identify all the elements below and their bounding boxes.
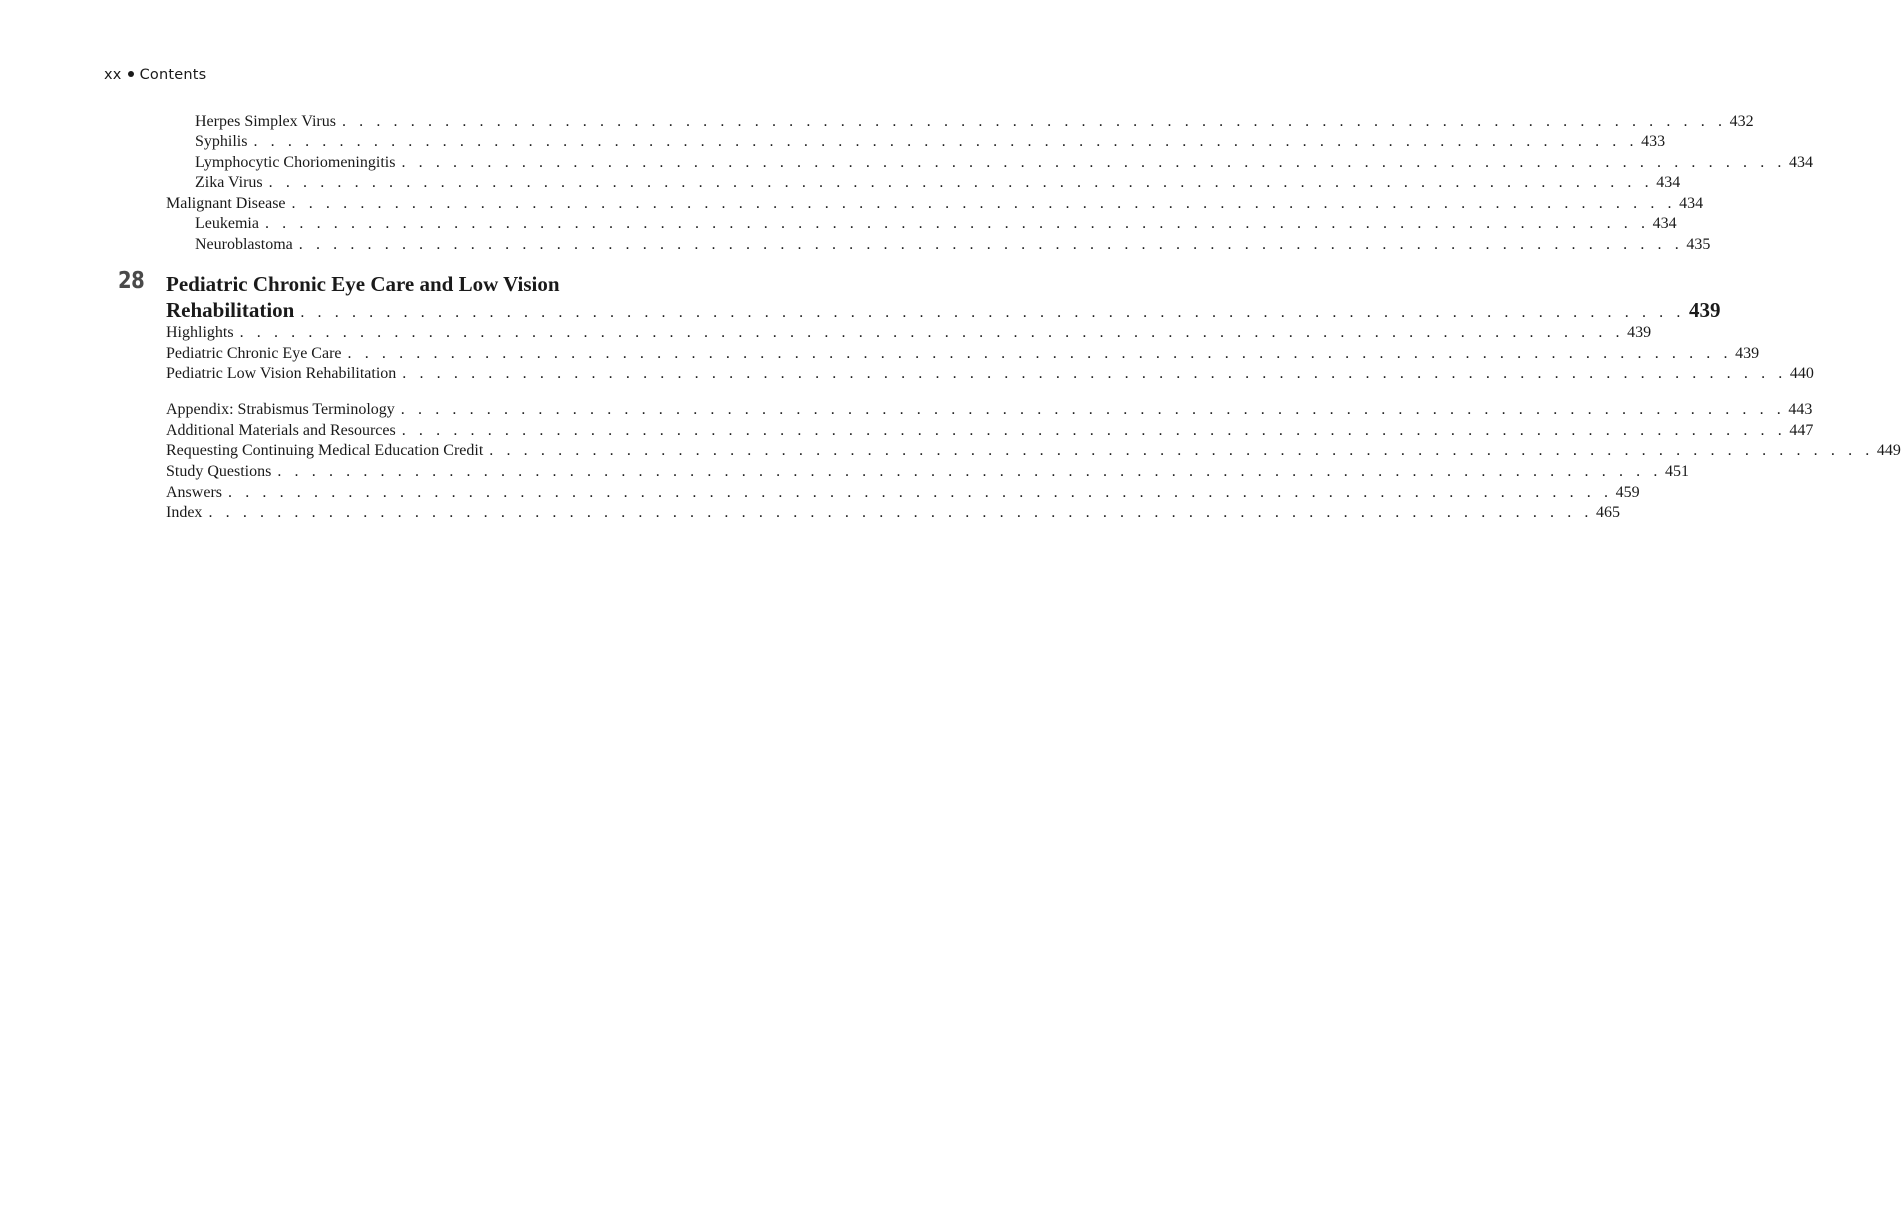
toc-entry-page: 434 <box>1656 174 1681 191</box>
running-head-section: Contents <box>139 67 207 83</box>
dot-leader: . . . . . . . . . . . . . . . . . . . . . . . . . . . . . . . . . . . . . . . . . . . . . . . . . . . . . . . . . . . . . . . . . . . . . . . . . . . . . . . . . <box>401 154 1787 171</box>
toc-entry-study-questions[interactable] <box>166 462 1689 482</box>
toc-entry-pediatric-low-vision-rehabilitation[interactable] <box>166 364 1814 384</box>
dot-leader: . . . . . . . . . . . . . . . . . . . . . . . . . . . . . . . . . . . . . . . . . . . . . . . . . . . . . . . . . . . . . . . . . . . . . . . . . . . . . . . . . <box>268 174 1654 191</box>
toc-entry-label: Pediatric Chronic Eye Care <box>166 345 342 362</box>
toc-entry-page: 449 <box>1876 442 1901 459</box>
chapter-title-line2: Rehabilitation <box>166 298 295 322</box>
dot-leader: . . . . . . . . . . . . . . . . . . . . . . . . . . . . . . . . . . . . . . . . . . . . . . . . . . . . . . . . . . . . . . . . . . . . . . . . . . . . . . . . . <box>300 304 1685 321</box>
toc-entry-label: Syphilis <box>195 133 248 150</box>
toc-entry-herpes-simplex-virus[interactable] <box>195 112 1754 132</box>
dot-leader: . . . . . . . . . . . . . . . . . . . . . . . . . . . . . . . . . . . . . . . . . . . . . . . . . . . . . . . . . . . . . . . . . . . . . . . . . . . . . . . . . <box>347 345 1733 362</box>
toc-entry-page: 443 <box>1788 401 1813 418</box>
toc-entry-pediatric-chronic-eye-care[interactable] <box>166 344 1760 364</box>
toc-entry-label: Leukemia <box>195 215 259 232</box>
toc-entry-page: 434 <box>1789 154 1814 171</box>
toc-entry-page: 433 <box>1641 133 1666 150</box>
dot-leader: . . . . . . . . . . . . . . . . . . . . . . . . . . . . . . . . . . . . . . . . . . . . . . . . . . . . . . . . . . . . . . . . . . . . . . . . . . . . . . . . . <box>277 463 1662 480</box>
toc-entry-page: 440 <box>1789 365 1814 382</box>
toc-entry-label: Highlights <box>166 324 234 341</box>
toc-entry-page: 435 <box>1686 236 1711 253</box>
toc-entry-page: 439 <box>1627 324 1652 341</box>
dot-leader: . . . . . . . . . . . . . . . . . . . . . . . . . . . . . . . . . . . . . . . . . . . . . . . . . . . . . . . . . . . . . . . . . . . . . . . . . . . . . . . . . <box>489 442 1874 459</box>
toc-entry-label: Additional Materials and Resources <box>166 422 396 439</box>
chapter-number: 28 <box>118 268 145 294</box>
chapter-title[interactable]: Pediatric Chronic Eye Care and Low Vision <box>166 272 560 296</box>
toc-entry-label: Requesting Continuing Medical Education Credit <box>166 442 484 459</box>
dot-leader: . . . . . . . . . . . . . . . . . . . . . . . . . . . . . . . . . . . . . . . . . . . . . . . . . . . . . . . . . . . . . . . . . . . . . . . . . . . . . . . . . <box>400 401 1786 418</box>
dot-leader: . . . . . . . . . . . . . . . . . . . . . . . . . . . . . . . . . . . . . . . . . . . . . . . . . . . . . . . . . . . . . . . . . . . . . . . . . . . . . . . . . <box>401 422 1787 439</box>
dot-leader: . . . . . . . . . . . . . . . . . . . . . . . . . . . . . . . . . . . . . . . . . . . . . . . . . . . . . . . . . . . . . . . . . . . . . . . . . . . . . . . . . <box>264 215 1650 232</box>
dot-leader: . . . . . . . . . . . . . . . . . . . . . . . . . . . . . . . . . . . . . . . . . . . . . . . . . . . . . . . . . . . . . . . . . . . . . . . . . . . . . . . . . <box>402 365 1787 382</box>
toc-entry-cme-credit[interactable] <box>166 441 1901 461</box>
toc-entry-label: Herpes Simplex Virus <box>195 113 336 130</box>
toc-entry-highlights[interactable] <box>166 323 1652 343</box>
toc-entry-index[interactable] <box>166 503 1621 523</box>
dot-leader: . . . . . . . . . . . . . . . . . . . . . . . . . . . . . . . . . . . . . . . . . . . . . . . . . . . . . . . . . . . . . . . . . . . . . . . . . . . . . . . . . <box>239 324 1625 341</box>
toc-entry-label: Appendix: Strabismus Terminology <box>166 401 395 418</box>
toc-entry-label: Zika Virus <box>195 174 263 191</box>
toc-entry-answers[interactable] <box>166 483 1640 503</box>
chapter-title-continued[interactable] <box>166 297 1721 326</box>
toc-entry-page: 451 <box>1664 463 1689 480</box>
toc-entry-label: Pediatric Low Vision Rehabilitation <box>166 365 397 382</box>
toc-entry-page: 434 <box>1679 195 1704 212</box>
bullet-separator <box>128 71 134 77</box>
toc-entry-lymphocytic-choriomeningitis[interactable] <box>195 153 1814 173</box>
toc-entry-page: 447 <box>1789 422 1814 439</box>
toc-entry-page: 432 <box>1729 113 1754 130</box>
toc-entry-label: Study Questions <box>166 463 272 480</box>
chapter-page: 439 <box>1688 298 1721 322</box>
running-head <box>104 67 206 83</box>
dot-leader: . . . . . . . . . . . . . . . . . . . . . . . . . . . . . . . . . . . . . . . . . . . . . . . . . . . . . . . . . . . . . . . . . . . . . . . . . . . . . . . . . <box>298 236 1684 253</box>
toc-entry-neuroblastoma[interactable] <box>195 235 1711 255</box>
toc-entry-leukemia[interactable] <box>195 214 1677 234</box>
toc-entry-label: Answers <box>166 484 222 501</box>
dot-leader: . . . . . . . . . . . . . . . . . . . . . . . . . . . . . . . . . . . . . . . . . . . . . . . . . . . . . . . . . . . . . . . . . . . . . . . . . . . . . . . . . <box>253 133 1639 150</box>
toc-entry-label: Index <box>166 504 203 521</box>
toc-entry-label: Lymphocytic Choriomeningitis <box>195 154 396 171</box>
toc-entry-page: 434 <box>1652 215 1677 232</box>
toc-entry-label: Malignant Disease <box>166 195 286 212</box>
toc-entry-syphilis[interactable] <box>195 132 1666 152</box>
dot-leader: . . . . . . . . . . . . . . . . . . . . . . . . . . . . . . . . . . . . . . . . . . . . . . . . . . . . . . . . . . . . . . . . . . . . . . . . . . . . . . . . . <box>291 195 1677 212</box>
dot-leader: . . . . . . . . . . . . . . . . . . . . . . . . . . . . . . . . . . . . . . . . . . . . . . . . . . . . . . . . . . . . . . . . . . . . . . . . . . . . . . . . . <box>208 504 1594 521</box>
toc-entry-malignant-disease[interactable] <box>166 194 1704 214</box>
toc-entry-page: 459 <box>1615 484 1640 501</box>
dot-leader: . . . . . . . . . . . . . . . . . . . . . . . . . . . . . . . . . . . . . . . . . . . . . . . . . . . . . . . . . . . . . . . . . . . . . . . . . . . . . . . . . <box>341 113 1727 130</box>
toc-entry-appendix[interactable] <box>166 400 1813 420</box>
toc-entry-label: Neuroblastoma <box>195 236 293 253</box>
toc-entry-zika-virus[interactable] <box>195 173 1681 193</box>
folio: xx <box>104 67 122 83</box>
dot-leader: . . . . . . . . . . . . . . . . . . . . . . . . . . . . . . . . . . . . . . . . . . . . . . . . . . . . . . . . . . . . . . . . . . . . . . . . . . . . . . . . . <box>228 484 1613 501</box>
toc-entry-page: 465 <box>1596 504 1621 521</box>
toc-entry-additional-materials[interactable] <box>166 421 1814 441</box>
toc-entry-page: 439 <box>1735 345 1760 362</box>
